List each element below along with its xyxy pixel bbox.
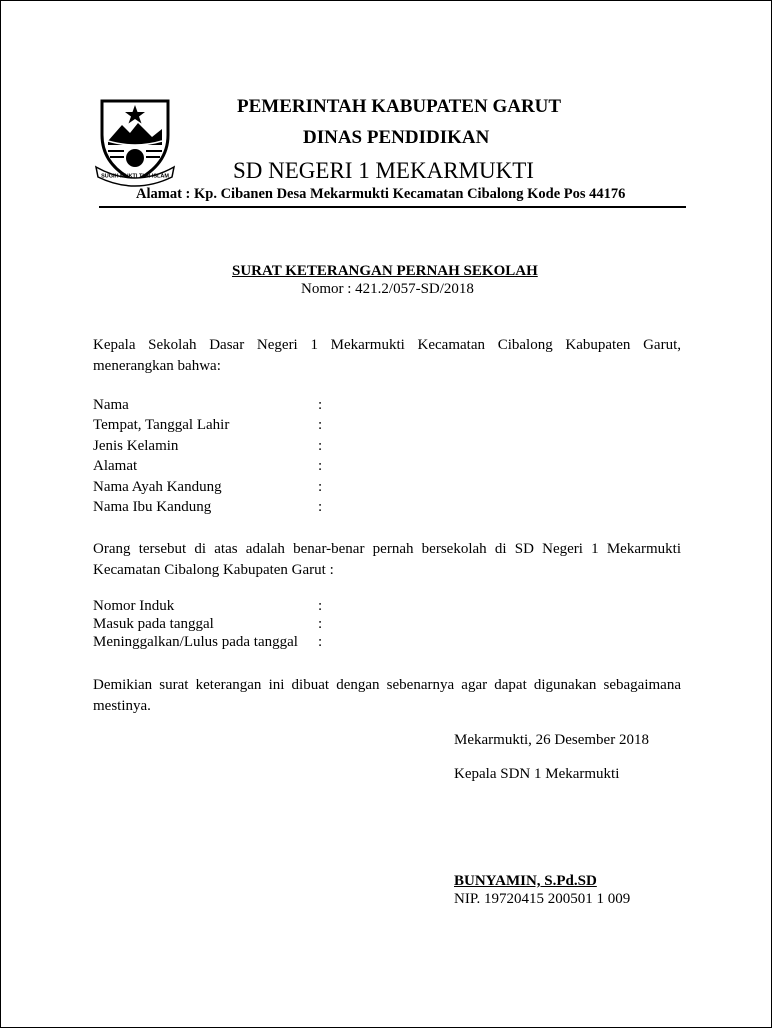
intro-line-2: menerangkan bahwa: [93,358,221,374]
signer-name: BUNYAMIN, S.Pd.SD [454,873,597,889]
signer-nip: NIP. 19720415 200501 1 009 [454,891,631,907]
logo-motto: SUGIH MUKTI TUR ISLAM [101,173,169,180]
field-colon: : [318,479,323,495]
statement-line-1: Orang tersebut di atas adalah benar-benar pernah bersekolah di SD Negeri 1 Mekarmukti [93,541,681,557]
letterhead-government: PEMERINTAH KABUPATEN GARUT [237,96,562,117]
field-colon: : [318,634,323,650]
field-label-leave-date: Meninggalkan/Lulus pada tanggal [93,634,298,650]
statement-paragraph [93,539,681,581]
field-label-entry-date: Masuk pada tanggal [93,616,214,632]
field-label-nama: Nama [93,397,129,413]
field-label-father: Nama Ayah Kandung [93,479,222,495]
letterhead-school-name: SD NEGERI 1 MEKARMUKTI [233,158,534,183]
field-colon: : [318,417,323,433]
statement-line-2: Kecamatan Cibalong Kabupaten Garut : [93,562,334,578]
field-label-gender: Jenis Kelamin [93,438,179,454]
field-colon: : [318,616,323,632]
closing-line-1: Demikian surat keterangan ini dibuat dengan sebenarnya agar dapat digunakan sebagaimana [93,677,681,693]
field-colon: : [318,499,323,515]
field-label-address: Alamat [93,458,138,474]
closing-paragraph [93,675,681,717]
letter-number: Nomor : 421.2/057-SD/2018 [301,281,474,297]
intro-line-1: Kepala Sekolah Dasar Negeri 1 Mekarmukti Kecamatan Cibalong Kabupaten Garut, [93,337,681,353]
field-label-ttl: Tempat, Tanggal Lahir [93,417,230,433]
garut-regency-emblem-icon [94,95,176,187]
place-date: Mekarmukti, 26 Desember 2018 [454,732,649,748]
field-colon: : [318,397,323,413]
field-label-mother: Nama Ibu Kandung [93,499,212,515]
field-label-student-number: Nomor Induk [93,598,175,614]
letterhead-department: DINAS PENDIDIKAN [303,127,490,148]
letterhead-address: Alamat : Kp. Cibanen Desa Mekarmukti Kecamatan Cibalong Kode Pos 44176 [136,186,626,202]
field-colon: : [318,458,323,474]
closing-line-2: mestinya. [93,698,151,714]
signer-title: Kepala SDN 1 Mekarmukti [454,766,620,782]
field-colon: : [318,598,323,614]
field-colon: : [318,438,323,454]
letter-title: SURAT KETERANGAN PERNAH SEKOLAH [232,263,538,279]
letterhead-divider [99,206,686,208]
intro-paragraph [93,335,681,377]
